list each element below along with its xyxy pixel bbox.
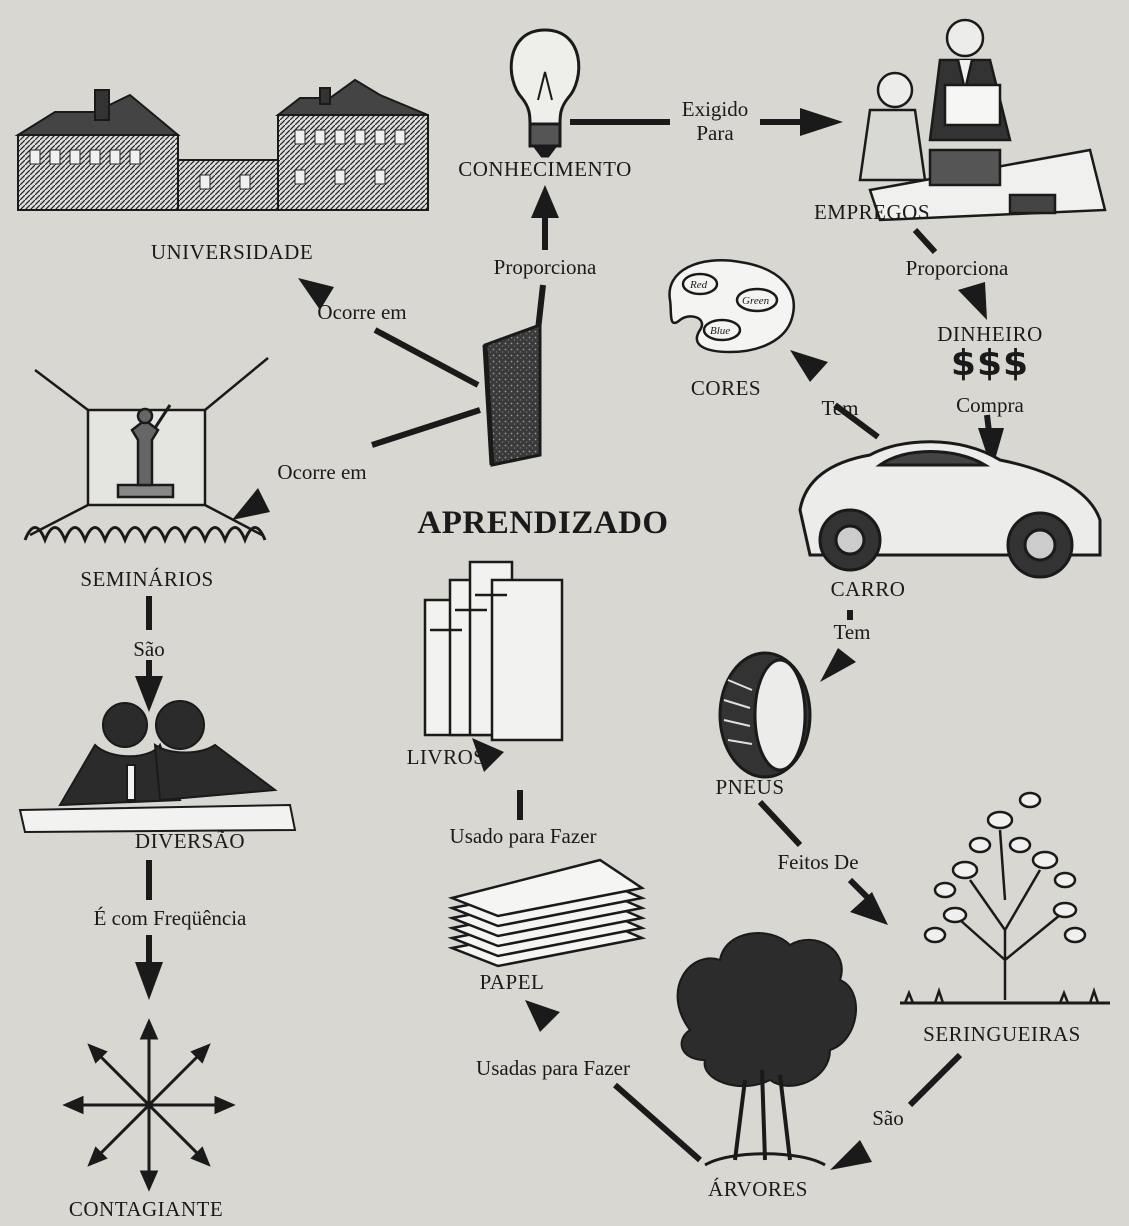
office-workers-icon bbox=[860, 20, 1105, 220]
arrow-to-empregos bbox=[800, 108, 843, 136]
sports-car-icon bbox=[800, 442, 1100, 577]
conversation-people-icon bbox=[20, 701, 295, 832]
line-arvores-usadas bbox=[615, 1085, 700, 1160]
link-sao-diversao: São bbox=[133, 637, 165, 661]
paper-stack-icon bbox=[452, 860, 642, 966]
link-exigido-line1: Exigido bbox=[681, 97, 749, 121]
tire-icon bbox=[720, 653, 810, 777]
line-livro-ocorre-seminarios bbox=[372, 410, 480, 445]
node-dinheiro: DINHEIRO bbox=[937, 322, 1043, 346]
node-livros: LIVROS bbox=[406, 745, 486, 769]
line-empregos-proporciona bbox=[915, 230, 935, 252]
node-empregos: EMPREGOS bbox=[813, 200, 931, 224]
link-e-com-frequencia: É com Freqüência bbox=[93, 906, 247, 930]
seminar-stage-icon bbox=[25, 358, 268, 540]
dollar-signs: $$$ bbox=[950, 343, 1030, 384]
book-icon bbox=[485, 325, 540, 465]
node-carro: CARRO bbox=[830, 577, 906, 601]
arrow-to-arvores bbox=[830, 1140, 872, 1170]
node-pneus: PNEUS bbox=[715, 775, 785, 799]
node-contagiante: CONTAGIANTE bbox=[68, 1197, 224, 1221]
arrow-to-conhecimento bbox=[531, 185, 559, 218]
node-cores: CORES bbox=[690, 376, 762, 400]
link-tem-pneus: Tem bbox=[833, 620, 871, 644]
line-livro-ocorre-universidade bbox=[375, 330, 478, 385]
lightbulb-icon bbox=[511, 30, 579, 156]
arrow-to-pneus bbox=[820, 648, 856, 682]
node-seringueiras: SERINGUEIRAS bbox=[923, 1022, 1081, 1046]
arrow-to-papel bbox=[525, 1000, 560, 1032]
link-sao-arvores: São bbox=[872, 1106, 904, 1130]
link-compra: Compra bbox=[956, 393, 1024, 417]
arrow-to-contagiante bbox=[135, 962, 163, 1000]
link-usadas-para-fazer: Usadas para Fazer bbox=[476, 1056, 630, 1080]
link-ocorre-em-seminarios: Ocorre em bbox=[277, 460, 367, 484]
palette-word-green: Green bbox=[742, 295, 770, 307]
link-feitos-de: Feitos De bbox=[777, 850, 859, 874]
arrow-to-diversao bbox=[135, 676, 163, 712]
link-exigido-line2: Para bbox=[696, 121, 734, 145]
books-stack-icon bbox=[425, 562, 562, 740]
node-seminarios: SEMINÁRIOS bbox=[80, 567, 214, 591]
link-proporciona-dinheiro: Proporciona bbox=[905, 256, 1009, 280]
link-usado-para-fazer: Usado para Fazer bbox=[449, 824, 597, 848]
rubber-tree-icon bbox=[900, 793, 1110, 1003]
bush-tree-icon bbox=[678, 933, 856, 1165]
line-seringueiras-sao bbox=[910, 1055, 960, 1105]
node-universidade: UNIVERSIDADE bbox=[150, 240, 314, 264]
node-diversao: DIVERSÃO bbox=[134, 829, 246, 853]
link-ocorre-em-universidade: Ocorre em bbox=[317, 300, 407, 324]
palette-icon bbox=[670, 260, 794, 352]
university-building-icon bbox=[18, 80, 428, 210]
palette-word-blue: Blue bbox=[710, 325, 731, 337]
node-arvores: ÁRVORES bbox=[708, 1177, 808, 1201]
node-papel: PAPEL bbox=[479, 970, 545, 994]
arrow-to-seringueiras bbox=[850, 892, 888, 925]
link-tem-cores: Tem bbox=[821, 396, 859, 420]
node-conhecimento: CONHECIMENTO bbox=[458, 157, 632, 181]
arrow-to-cores bbox=[790, 350, 828, 382]
arrow-to-seminarios bbox=[232, 488, 270, 520]
link-proporciona-conhecimento: Proporciona bbox=[493, 255, 597, 279]
line-pneus-feitos bbox=[760, 802, 800, 845]
palette-word-red: Red bbox=[690, 279, 708, 291]
diagram-title: APRENDIZADO bbox=[417, 505, 669, 541]
starburst-arrows-icon bbox=[66, 1022, 232, 1188]
arrow-to-dinheiro bbox=[958, 282, 987, 320]
